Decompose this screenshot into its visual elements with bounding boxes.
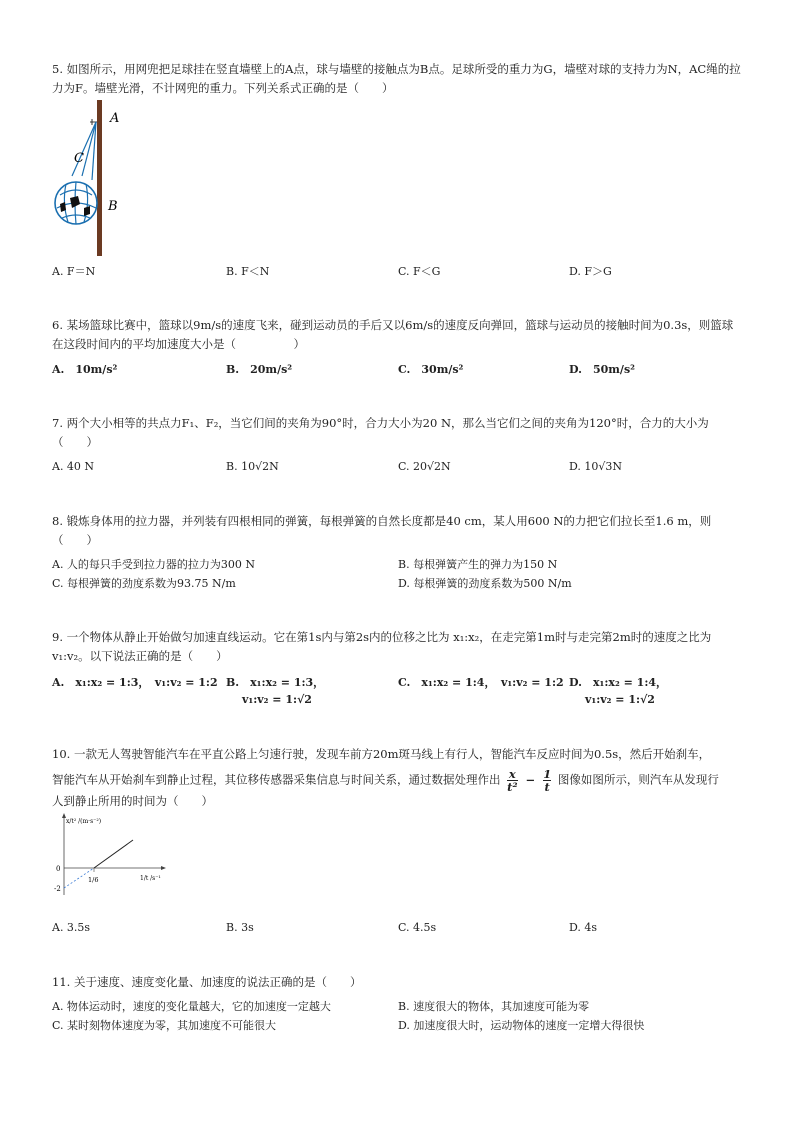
q8-option-d[interactable]: D. 每根弹簧的劲度系数为500 N/m (398, 577, 572, 590)
question-10-stem-line3: 人到静止所用的时间为（ ） (52, 794, 213, 808)
q5-option-c[interactable]: C. F＜G (398, 265, 441, 278)
q10-graph (52, 810, 172, 902)
q10-option-d[interactable]: D. 4s (569, 921, 598, 934)
q8-option-c[interactable]: C. 每根弹簧的劲度系数为93.75 N/m (52, 577, 236, 590)
q11-option-c[interactable]: C. 某时刻物体速度为零，其加速度不可能很大 (52, 1019, 277, 1032)
q10-graph-x-tick: 1/6 (88, 876, 99, 884)
q9-option-c[interactable]: C. x₁:x₂ = 1:4， v₁:v₂ = 1:2 (398, 676, 564, 689)
q10-frac2-den: t (544, 780, 550, 794)
q10-frac1-num: x (508, 767, 516, 781)
q5-option-a[interactable]: A. F＝N (52, 265, 96, 278)
q9-option-b-line2: v₁:v₂ = 1:√2 (242, 693, 312, 706)
q10-graph-ylabel: x/t² /(m·s⁻²) (66, 818, 102, 825)
q9-option-d-line2: v₁:v₂ = 1:√2 (585, 693, 655, 706)
q6-option-b[interactable]: B. 20m/s² (226, 363, 293, 376)
q5-figure (52, 100, 142, 260)
q5-option-d[interactable]: D. F＞G (569, 265, 612, 278)
question-5-stem: 5. 如图所示，用网兜把足球挂在竖直墙壁上的A点，球与墙壁的接触点为B点。足球所受的重力为G，墙壁对球的支持力为N，AC绳的拉力为F。墙壁光滑，不计网兜的重力。下列关系式正确的是（ ） (52, 62, 741, 95)
q11-option-d[interactable]: D. 加速度很大时，运动物体的速度一定增大得很快 (398, 1019, 645, 1032)
q10-graph-y-neg: -2 (54, 885, 61, 893)
figure-label-b: B (108, 199, 118, 214)
q7-option-b[interactable]: B. 10√2N (226, 460, 279, 473)
q10-option-c[interactable]: C. 4.5s (398, 921, 437, 934)
figure-label-c: C (74, 151, 84, 166)
q10-frac1-den: t² (507, 780, 518, 794)
q10-stem-text-2: 图像如图所示，则汽车从发现行 (557, 772, 719, 787)
q7-option-c[interactable]: C. 20√2N (398, 460, 451, 473)
q6-option-a[interactable]: A. 10m/s² (52, 363, 118, 376)
q9-option-b[interactable]: B. x₁:x₂ = 1:3， (226, 676, 325, 689)
question-11-stem: 11. 关于速度、速度变化量、加速度的说法正确的是（ ） (52, 975, 362, 989)
q10-frac2-num: 1 (543, 767, 552, 781)
q7-option-a[interactable]: A. 40 N (52, 460, 95, 473)
q7-option-d[interactable]: D. 10√3N (569, 460, 623, 473)
q6-option-c[interactable]: C. 30m/s² (398, 363, 464, 376)
q8-option-a[interactable]: A. 人的每只手受到拉力器的拉力为300 N (52, 558, 256, 571)
q9-option-a[interactable]: A. x₁:x₂ = 1:3， v₁:v₂ = 1:2 (52, 676, 218, 689)
q10-minus: − (525, 772, 536, 787)
q8-option-b[interactable]: B. 每根弹簧产生的弹力为150 N (398, 558, 558, 571)
q10-graph-zero: 0 (56, 865, 61, 873)
question-9-stem: 9. 一个物体从静止开始做匀加速直线运动。它在第1s内与第2s内的位移之比为 x₁:x₂，在走完第1m时与走完第2m时的速度之比为 v₁:v₂。以下说法正确的是（ ） (52, 630, 712, 663)
q9-option-d[interactable]: D. x₁:x₂ = 1:4， (569, 676, 668, 689)
question-6-stem: 6. 某场篮球比赛中，篮球以9m/s的速度飞来，碰到运动员的手后又以6m/s的速度反向弹回，篮球与运动员的接触时间为0.3s，则篮球在这段时间内的平均加速度大小是（ ） (52, 318, 734, 351)
q10-graph-xlabel: 1/t /s⁻¹ (140, 875, 161, 882)
q11-option-a[interactable]: A. 物体运动时，速度的变化量越大，它的加速度一定越大 (52, 1000, 331, 1013)
question-10-stem-line1: 10. 一款无人驾驶智能汽车在平直公路上匀速行驶，发现车前方20m斑马线上有行人，智能汽车反应时间为0.5s，然后开始刹车， (52, 747, 711, 761)
question-8-stem: 8. 锻炼身体用的拉力器，并列装有四根相同的弹簧，每根弹簧的自然长度都是40 cm，某人用600 N的力把它们拉长至1.6 m，则（ ） (52, 514, 712, 547)
q10-stem-text: 智能汽车从开始刹车到静止过程，其位移传感器采集信息与时间关系，通过数据处理作出 (52, 772, 501, 787)
figure-label-a: A (110, 111, 120, 126)
q10-expression (507, 768, 551, 793)
q6-option-d[interactable]: D. 50m/s² (569, 363, 635, 376)
question-10-stem-line2 (52, 768, 719, 793)
q10-option-b[interactable]: B. 3s (226, 921, 254, 934)
q11-option-b[interactable]: B. 速度很大的物体，其加速度可能为零 (398, 1000, 590, 1013)
q10-option-a[interactable]: A. 3.5s (52, 921, 91, 934)
question-7-stem: 7. 两个大小相等的共点力F₁、F₂，当它们间的夹角为90°时，合力大小为20 N，那么当它们之间的夹角为120°时，合力的大小为（ ） (52, 416, 709, 449)
q5-option-b[interactable]: B. F＜N (226, 265, 270, 278)
